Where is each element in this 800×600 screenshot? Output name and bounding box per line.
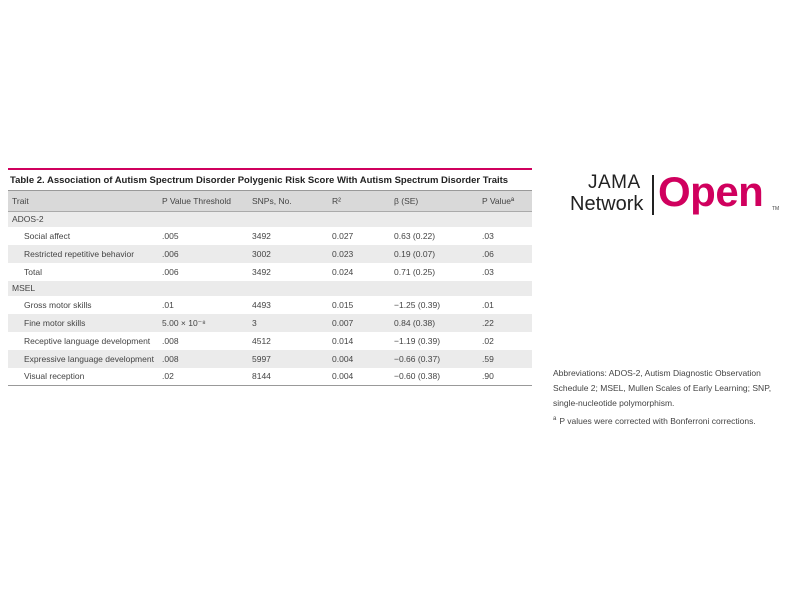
cell-p-threshold: 5.00 × 10⁻⁸	[158, 314, 248, 332]
logo-trademark: TM	[772, 206, 780, 212]
group-label: ADOS-2	[8, 212, 532, 227]
cell-r2: 0.015	[328, 296, 390, 314]
column-header-p-threshold: P Value Threshold	[158, 191, 248, 212]
cell-snps: 3002	[248, 245, 328, 263]
cell-trait: Visual reception	[8, 368, 158, 386]
cell-r2: 0.014	[328, 332, 390, 350]
column-header-trait: Trait	[8, 191, 158, 212]
table-group-row	[8, 212, 532, 227]
group-label: MSEL	[8, 281, 532, 296]
cell-p-threshold: .005	[158, 227, 248, 245]
cell-p-value: .59	[478, 350, 532, 368]
cell-trait: Total	[8, 263, 158, 281]
cell-snps: 3492	[248, 263, 328, 281]
table-row	[8, 263, 532, 281]
table-body	[8, 212, 532, 386]
footnote-text: P values were corrected with Bonferroni corrections.	[559, 415, 756, 426]
cell-p-value: .06	[478, 245, 532, 263]
table-row	[8, 314, 532, 332]
cell-trait: Receptive language development	[8, 332, 158, 350]
table-row	[8, 368, 532, 386]
logo-open-text: Open	[658, 168, 764, 215]
cell-p-value: .03	[478, 227, 532, 245]
cell-beta: −1.19 (0.39)	[390, 332, 478, 350]
abbreviations-note: Abbreviations: ADOS-2, Autism Diagnostic Observation Schedule 2; MSEL, Mullen Scales of Early Learning; SNP, single-nucleotide polymorphism.	[553, 368, 772, 408]
logo-divider	[652, 175, 654, 215]
cell-p-value: .03	[478, 263, 532, 281]
cell-beta: −1.25 (0.39)	[390, 296, 478, 314]
table-row	[8, 350, 532, 368]
cell-p-threshold: .02	[158, 368, 248, 386]
cell-p-threshold: .006	[158, 245, 248, 263]
logo-jama-text: JAMA	[588, 172, 641, 193]
cell-trait: Social affect	[8, 227, 158, 245]
cell-p-value: .02	[478, 332, 532, 350]
cell-p-threshold: .006	[158, 263, 248, 281]
data-table	[8, 191, 532, 386]
table-group-row	[8, 281, 532, 296]
cell-p-value: .01	[478, 296, 532, 314]
cell-r2: 0.004	[328, 350, 390, 368]
cell-beta: 0.19 (0.07)	[390, 245, 478, 263]
cell-r2: 0.024	[328, 263, 390, 281]
footnote-mark: a	[553, 416, 557, 422]
cell-beta: −0.66 (0.37)	[390, 350, 478, 368]
table-row	[8, 245, 532, 263]
table-row	[8, 332, 532, 350]
table-header-row	[8, 191, 532, 212]
cell-r2: 0.007	[328, 314, 390, 332]
cell-r2: 0.027	[328, 227, 390, 245]
cell-trait: Gross motor skills	[8, 296, 158, 314]
cell-snps: 3492	[248, 227, 328, 245]
column-header-snps: SNPs, No.	[248, 191, 328, 212]
cell-r2: 0.004	[328, 368, 390, 386]
cell-snps: 4493	[248, 296, 328, 314]
cell-beta: 0.71 (0.25)	[390, 263, 478, 281]
cell-p-value: .22	[478, 314, 532, 332]
cell-snps: 4512	[248, 332, 328, 350]
table-row	[8, 227, 532, 245]
cell-p-value: .90	[478, 368, 532, 386]
cell-snps: 5997	[248, 350, 328, 368]
cell-snps: 3	[248, 314, 328, 332]
table-title: Table 2. Association of Autism Spectrum Disorder Polygenic Risk Score With Autism Spectrum Disorder Traits	[8, 170, 532, 191]
cell-r2: 0.023	[328, 245, 390, 263]
column-header-p-value: P Valueª	[478, 191, 532, 212]
column-header-r2: R²	[328, 191, 390, 212]
cell-trait: Fine motor skills	[8, 314, 158, 332]
logo-network-text: Network	[570, 193, 644, 215]
cell-beta: 0.63 (0.22)	[390, 227, 478, 245]
data-table-block	[8, 168, 532, 386]
column-header-beta: β (SE)	[390, 191, 478, 212]
cell-p-threshold: .008	[158, 350, 248, 368]
cell-p-threshold: .01	[158, 296, 248, 314]
cell-beta: 0.84 (0.38)	[390, 314, 478, 332]
cell-beta: −0.60 (0.38)	[390, 368, 478, 386]
table-notes	[553, 366, 797, 429]
jama-network-open-logo	[568, 168, 798, 222]
cell-snps: 8144	[248, 368, 328, 386]
cell-trait: Expressive language development	[8, 350, 158, 368]
cell-p-threshold: .008	[158, 332, 248, 350]
table-row	[8, 296, 532, 314]
cell-trait: Restricted repetitive behavior	[8, 245, 158, 263]
footnote	[553, 412, 797, 429]
